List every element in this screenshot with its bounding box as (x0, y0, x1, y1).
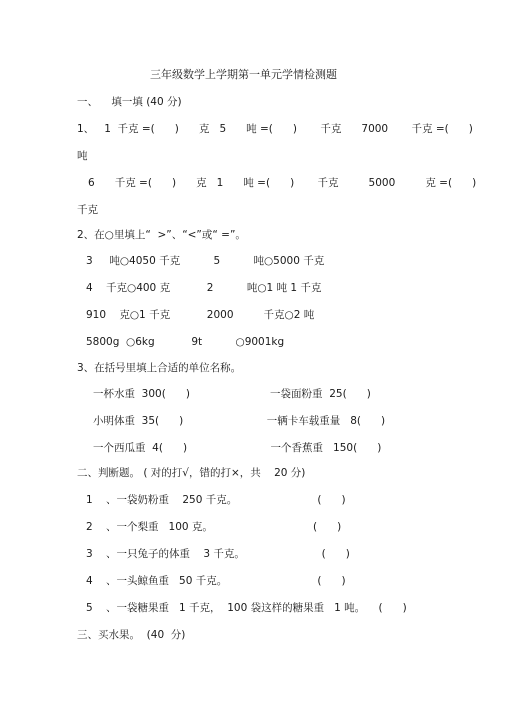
q1-line1-wrap: 吨 (77, 150, 88, 162)
section3-heading: 三、买水果。 (40 分) (77, 629, 186, 641)
q2-row: 5800g ○6kg 9t ○9001kg (86, 336, 285, 348)
judgment-item: 4 、一头鲸鱼重 50 千克。 ( ) (86, 575, 346, 587)
judgment-item: 2 、一个梨重 100 克。 ( ) (86, 521, 342, 533)
section1-heading: 一、 填一填 (40 分) (77, 96, 182, 108)
q3-row: 小明体重 35( ) 一辆卡车载重量 8( ) (93, 415, 386, 427)
section2-heading: 二、判断题。 ( 对的打√，错的打×，共 20 分) (77, 467, 306, 479)
judgment-item: 3 、一只兔子的体重 3 千克。 ( ) (86, 548, 350, 560)
q3-label: 3、在括号里填上合适的单位名称。 (77, 362, 242, 374)
q1-line2-wrap: 千克 (77, 204, 98, 216)
judgment-item: 5 、一袋糖果重 1 千克， 100 袋这样的糖果重 1 吨。 ( ) (86, 602, 407, 614)
q3-row: 一个西瓜重 4( ) 一个香蕉重 150( ) (93, 442, 382, 454)
judgment-item: 1 、一袋奶粉重 250 千克。 ( ) (86, 494, 346, 506)
q2-row: 3 吨○4050 千克 5 吨○5000 千克 (86, 255, 325, 267)
q1-line1: 1、 1 千克 =( ) 克 5 吨 =( ) 千克 7000 千克 =( ) (77, 123, 473, 135)
q2-row: 910 克○1 千克 2000 千克○2 吨 (86, 309, 315, 321)
q3-row: 一杯水重 300( ) 一袋面粉重 25( ) (93, 388, 371, 400)
page-title: 三年级数学上学期第一单元学情检测题 (150, 68, 337, 81)
q1-line2: 6 千克 =( ) 克 1 吨 =( ) 千克 5000 克 =( ) (88, 177, 477, 189)
q2-label: 2、在○里填上“ >”、“<”或“ =”。 (77, 229, 246, 241)
q2-row: 4 千克○400 克 2 吨○1 吨 1 千克 (86, 282, 322, 294)
